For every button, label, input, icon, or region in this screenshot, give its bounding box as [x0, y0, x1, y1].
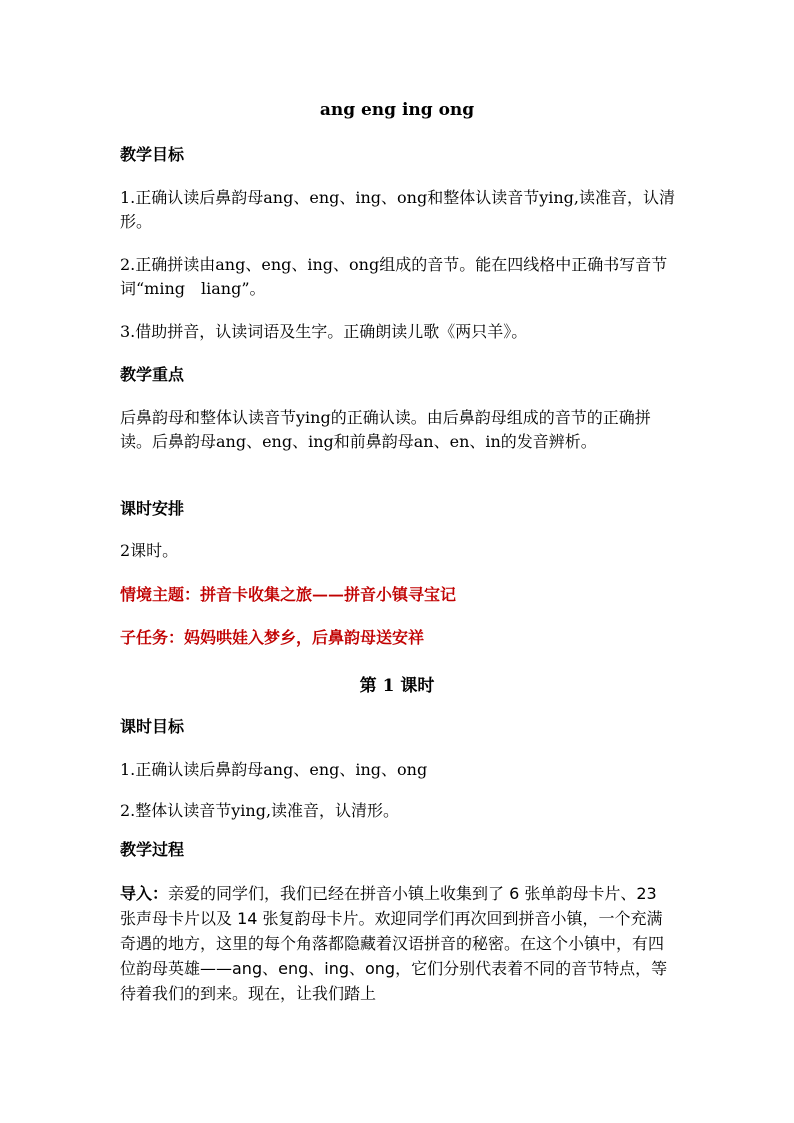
goal-item-3: 3.借助拼音，认读词语及生字。正确朗读儿歌《两只羊》。: [120, 322, 528, 341]
goal-item-2: 2.正确拼读由ang、eng、ing、ong组成的音节。能在四线格中正确书写音节词“ming liang”。: [120, 255, 668, 298]
heading-lesson-goals: 课时目标: [120, 717, 185, 736]
lesson-heading: 第 1 课时: [359, 676, 435, 696]
lesson-goal-1: 1.正确认读后鼻韵母ang、eng、ing、ong: [120, 760, 428, 779]
document-title: ang eng ing ong: [319, 100, 475, 120]
heading-teaching-process: 教学过程: [120, 840, 185, 859]
heading-teaching-focus: 教学重点: [120, 365, 185, 384]
theme-line: 情境主题：拼音卡收集之旅——拼音小镇寻宝记: [120, 585, 457, 604]
goal-item-1: 1.正确认读后鼻韵母ang、eng、ing、ong和整体认读音节ying,读准音，认清形。: [120, 188, 676, 231]
subtask-line: 子任务：妈妈哄娃入梦乡，后鼻韵母送安祥: [120, 628, 425, 647]
heading-teaching-goals: 教学目标: [120, 145, 185, 164]
intro-paragraph: [120, 881, 675, 1006]
teaching-focus-text: 后鼻韵母和整体认读音节ying的正确认读。由后鼻韵母组成的音节的正确拼读。后鼻韵母ang、eng、ing和前鼻韵母an、en、in的发音辨析。: [120, 408, 651, 451]
intro-text: 亲爱的同学们，我们已经在拼音小镇上收集到了 6 张单韵母卡片、23 张声母卡片以及 14 张复韵母卡片。欢迎同学们再次回到拼音小镇，一个充满奇遇的地方，这里的每个角落都隐藏着汉语拼音的秘密。在这个小镇中，有四位韵母英雄——ang、eng、ing、ong，它们分别代表着不同的音节特点，等待着我们的到来。现在，让我们踏上: [120, 884, 668, 1003]
heading-schedule: 课时安排: [120, 499, 185, 518]
lesson-goal-2: 2.整体认读音节ying,读准音，认清形。: [120, 801, 400, 820]
intro-lead: 导入：: [120, 884, 169, 903]
schedule-text: 2课时。: [120, 541, 179, 560]
